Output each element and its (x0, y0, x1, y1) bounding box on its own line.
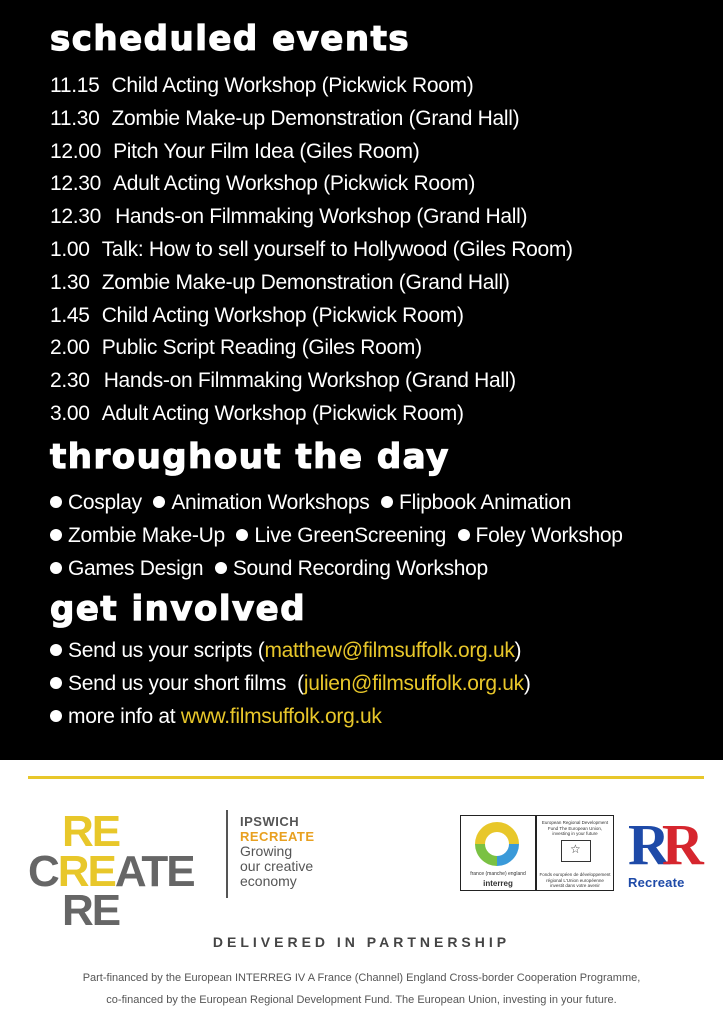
interreg-eu-logo: france (manche) england interreg European Regional Development Fund The European Union, investing in your future ☆ Fonds européen de développement régional L'Union européenne investit dans votre avenir (460, 815, 614, 891)
bullet-icon (153, 496, 165, 508)
eu-flag-icon (561, 840, 591, 862)
bullet-icon (50, 496, 62, 508)
event-row (50, 365, 573, 398)
event-time: 11.30 (50, 106, 100, 130)
yellow-divider (28, 776, 704, 779)
event-time: 12.00 (50, 139, 102, 163)
bullet-icon (215, 562, 227, 574)
event-time: 11.15 (50, 74, 100, 97)
event-name: Child Acting Workshop (Pickwick Room) (101, 303, 464, 327)
involved-list (48, 634, 531, 733)
event-row (50, 300, 573, 333)
event-time: 2.30 (50, 369, 90, 393)
involved-item-scripts: Send us your scripts (matthew@filmsuffolk.org.uk) (48, 634, 531, 667)
activity-item: Live GreenScreening (254, 524, 446, 547)
get-involved-heading: get involved (50, 589, 307, 629)
bullet-icon (50, 644, 62, 656)
event-row (50, 398, 573, 431)
scripts-email-link[interactable]: matthew@filmsuffolk.org.uk (264, 639, 515, 662)
event-name: Adult Acting Workshop (Pickwick Room) (101, 401, 464, 425)
event-row (50, 70, 573, 103)
event-time: 1.00 (50, 237, 90, 261)
ipswich-recreate-logo: IPSWICH RECREATE Growing our creative economy (240, 814, 315, 889)
scheduled-events-heading: scheduled events (50, 19, 411, 59)
event-row (50, 201, 573, 234)
event-row (50, 168, 573, 201)
event-list (50, 70, 573, 431)
event-time: 3.00 (50, 401, 90, 425)
bullet-icon (381, 496, 393, 508)
bullet-icon (50, 710, 62, 722)
website-link[interactable]: www.filmsuffolk.org.uk (180, 705, 382, 728)
event-row (50, 332, 573, 365)
event-time: 12.30 (50, 205, 102, 229)
bullet-icon (50, 677, 62, 689)
recreate-logo: RE CREATE RE (28, 807, 194, 936)
activity-item: Cosplay (68, 491, 142, 514)
activity-item: Zombie Make-Up (68, 524, 225, 547)
activity-item: Sound Recording Workshop (232, 557, 488, 580)
bullet-icon (458, 529, 470, 541)
involved-item-films: Send us your short films (julien@filmsuffolk.org.uk) (48, 667, 531, 700)
activity-item: Games Design (68, 557, 204, 580)
event-time: 2.00 (50, 336, 90, 360)
event-name: Zombie Make-up Demonstration (Grand Hall) (101, 270, 510, 294)
films-email-link[interactable]: julien@filmsuffolk.org.uk (303, 672, 524, 695)
event-name: Hands-on Filmmaking Workshop (Grand Hall) (103, 369, 516, 393)
event-name: Public Script Reading (Giles Room) (101, 336, 422, 360)
event-name: Child Acting Workshop (Pickwick Room) (111, 74, 474, 97)
event-row (50, 234, 573, 267)
involved-item-info: more info at www.filmsuffolk.org.uk (48, 700, 531, 733)
activity-list (48, 486, 623, 585)
throughout-the-day-heading: throughout the day (50, 437, 450, 477)
interreg-circle-icon (475, 822, 519, 866)
logo-separator (226, 810, 228, 898)
event-row (50, 267, 573, 300)
activity-item: Animation Workshops (171, 491, 370, 514)
bullet-icon (50, 562, 62, 574)
event-name: Adult Acting Workshop (Pickwick Room) (113, 172, 476, 196)
event-time: 1.30 (50, 270, 90, 294)
event-row (50, 103, 573, 136)
event-time: 1.45 (50, 303, 90, 327)
event-name: Talk: How to sell yourself to Hollywood (Giles Room) (101, 237, 573, 261)
activity-item: Foley Workshop (475, 524, 623, 547)
delivered-in-partnership: DELIVERED IN PARTNERSHIP (212, 934, 511, 950)
event-row (50, 136, 573, 169)
bullet-icon (236, 529, 248, 541)
rr-recreate-logo: RR Recreate (628, 812, 696, 890)
activity-item: Flipbook Animation (399, 491, 572, 514)
event-name: Zombie Make-up Demonstration (Grand Hall) (111, 106, 520, 130)
event-name: Hands-on Filmmaking Workshop (Grand Hall) (115, 205, 528, 229)
bullet-icon (50, 529, 62, 541)
event-time: 12.30 (50, 172, 102, 196)
event-name: Pitch Your Film Idea (Giles Room) (113, 139, 420, 163)
financing-note: Part-financed by the European INTERREG IV A France (Channel) England Cross-border Cooperation Programme, co-financed by the European Regional Development Fund. The European Union, investing in your future. (82, 972, 641, 1006)
